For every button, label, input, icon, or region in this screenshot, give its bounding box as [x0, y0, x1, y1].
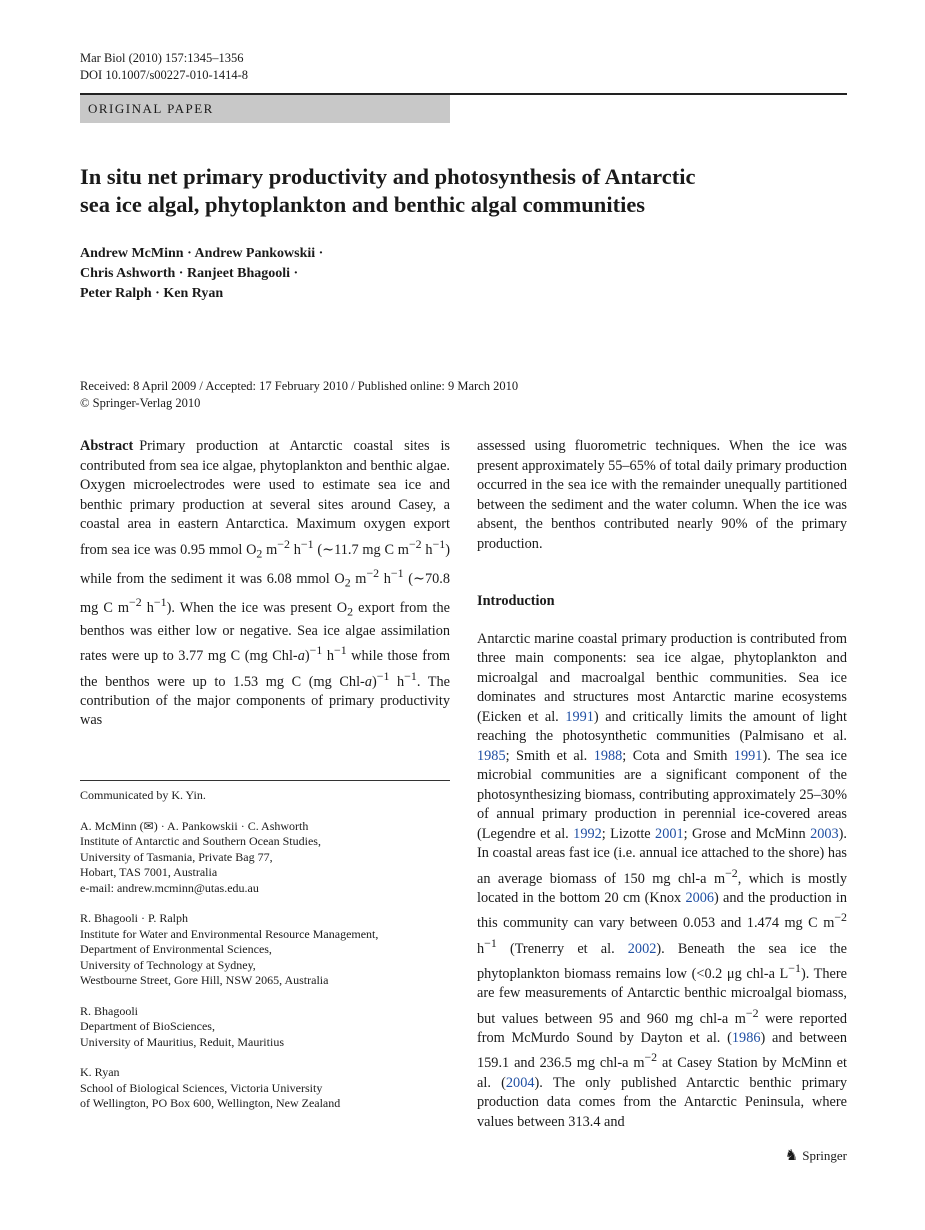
intro-text: at Casey Station by McMinn et al. ( [477, 1055, 847, 1091]
affiliation-line: University of Mauritius, Reduit, Mauritius [80, 1034, 284, 1049]
email-line[interactable]: e-mail: andrew.mcminn@utas.edu.au [80, 880, 259, 895]
citation-link[interactable]: 1986 [731, 1029, 761, 1046]
introduction-paragraph: Antarctic marine coastal primary production is contributed from three main components: sea ice algae, phytoplankton and microalgal and macroalgal benthic communities. Sea ice dominates and structures most Antarctic marine ecosystems (Eicken et al. 1991) and critically limits the amount of light reaching the photosynthetic communities (Palmisano et al. 1985; Smith et al. 1988; Cota and Smith 1991). The sea ice microbial communities are a significant component of the photosynthesizing biomass, contributing approximately 25–30% of annual primary production in perennial ice-covered areas (Legendre et al. 1992; Lizotte 2001; Grose and McMinn 2003). In coastal areas fast ice (i.e. annual ice attached to the shore) has an average biomass of 150 mg chl-a $m^{-2}$, which is mostly located in the bottom 20 cm (Knox 2006) and the production in this community can vary between 0.053 and 1.474 mg C $m^{-2}$ $h^{-1}$ (Trenerry et al. 2002). Beneath the sea ice the phytoplankton biomass remains low (<0.2 μg chl-a $L^{-1}$). There are few measurements of Antarctic benthic microalgal biomass, but values between 95 and 960 mg chl-a $m^{-2}$ were reported from McMurdo Sound by Dayton et al. (1986) and between 159.1 and 236.5 mg chl-a $m^{-2}$ at Casey Station by McMinn et al. (2004). The only published Antarctic benthic primary production data comes from the Antarctic Peninsula, where values between 313.4 and [477, 630, 848, 1130]
affiliations [80, 788, 450, 1127]
affiliation-line: Institute of Antarctic and Southern Ocean Studies, [80, 834, 321, 848]
author-line: Andrew McMinn · Andrew Pankowskii · [80, 246, 324, 261]
abstract-left-column [80, 437, 450, 731]
intro-text: ). The only published Antarctic benthic primary production data comes from the Antarctic Peninsula, where values between 313.4 and [477, 1074, 848, 1130]
abstract-text: while from the sediment it was 6.08 mmol O [80, 570, 345, 587]
citation-link[interactable]: 1985 [477, 747, 506, 764]
affiliation-line: Hobart, TAS 7001, Australia [80, 865, 218, 879]
citation-link[interactable]: 1992 [573, 825, 602, 842]
intro-text: ). In coastal areas fast ice (i.e. annual ice attached to the shore) has an average biomass of 150 mg chl-a m [477, 825, 847, 887]
affiliation-line: Institute for Water and Environmental Resource Management, [80, 926, 379, 941]
intro-text: were reported from McMurdo Sound by Dayton et al. ( [477, 1010, 847, 1046]
abstract-label: Abstract [80, 438, 134, 454]
introduction-heading: Introduction [477, 593, 555, 609]
citation-link[interactable]: 2001 [655, 825, 684, 842]
intro-text: ) and the production in this community can vary between 0.053 and 1.474 mg C m [477, 889, 847, 932]
citation-link[interactable]: 1988 [593, 747, 623, 764]
author-line: Chris Ashworth · Ranjeet Bhagooli · [80, 266, 299, 281]
abstract-text: export from the benthos was either low or negative. Sea ice algae assimilation rates were up to 3.77 mg C (mg Chl- [80, 599, 450, 665]
abstract-text: . The contribution of the major components of primary productivity was [80, 673, 450, 729]
citation-link[interactable]: 2002 [627, 940, 657, 957]
intro-text: ; Smith et al. [505, 747, 594, 764]
citation-link[interactable]: 2003 [810, 825, 839, 842]
affiliation-line: School of Biological Sciences, Victoria University [80, 1080, 323, 1095]
abstract-text: Primary production at Antarctic coastal sites is contributed from sea ice algae, phytoplankton and benthic algae. Oxygen microelectrodes were used to estimate sea ice and benthic primary production at several sites around Casey, a coastal area in eastern Antarctica. Maximum oxygen export from sea ice was 0.95 mmol O [80, 438, 450, 558]
affiliation-line: University of Tasmania, Private Bag 77, [80, 849, 273, 864]
affiliation-block [80, 819, 450, 897]
title-line: sea ice algal, phytoplankton and benthic algal communities [80, 192, 646, 217]
intro-text: ; Lizotte [601, 825, 656, 842]
copyright-line: © Springer-Verlag 2010 [80, 396, 201, 410]
author-list [80, 244, 580, 304]
communicated-by: Communicated by K. Yin. [80, 788, 206, 802]
citation-link[interactable]: 2006 [685, 889, 715, 906]
abstract-text: ). When the ice was present O [166, 599, 348, 616]
paper-title [80, 163, 840, 219]
intro-text: ; Grose and McMinn [683, 825, 811, 842]
affiliation-line: A. McMinn (✉) · A. Pankowskii · C. Ashworth [80, 818, 309, 833]
journal-line: Mar Biol (2010) 157:1345–1356 [80, 51, 244, 65]
intro-text: ) and between 159.1 and 236.5 mg chl-a m [477, 1029, 848, 1072]
affiliation-line: Westbourne Street, Gore Hill, NSW 2065, Australia [80, 973, 329, 987]
publisher-logo [785, 1146, 847, 1165]
title-line: In situ net primary productivity and photosynthesis of Antarctic [80, 164, 696, 189]
intro-text: ). There are few measurements of Antarctic benthic microalgal biomass, but values between 95 and 960 mg chl-a m [477, 965, 847, 1027]
affiliation-line: of Wellington, PO Box 600, Wellington, New Zealand [80, 1096, 341, 1110]
intro-text: Antarctic marine coastal primary production is contributed from three main components: sea ice algae, phytoplankton and microalgal and macroalgal benthic communities. Sea ice dominates and structures most Antarctic marine ecosystems (Eicken et al. [477, 630, 847, 725]
journal-citation [80, 50, 248, 84]
intro-text: ). The sea ice microbial communities are a significant component of the photosynthesizing biomass, contributing approximately 25–30% of annual primary production in perennial ice-covered areas (Legendre et al. [477, 747, 847, 842]
publication-history [80, 378, 780, 412]
abstract-text: while those from the benthos were up to 1.53 mg C (mg Chl- [80, 648, 450, 690]
doi-line: DOI 10.1007/s00227-010-1414-8 [80, 68, 249, 82]
affiliation-line: Department of BioSciences, [80, 1019, 215, 1033]
springer-horse-icon: ♞ [784, 1148, 799, 1164]
footnote-rule [80, 780, 450, 781]
publisher-name: Springer [802, 1147, 847, 1163]
citation-link[interactable]: 1991 [733, 747, 763, 764]
section-band [80, 95, 450, 123]
intro-text: ). Beneath the sea ice the phytoplankton biomass remains low (<0.2 μg chl-a L [477, 940, 847, 982]
abstract-continued: assessed using fluorometric techniques. When the ice was present approximately 55–65% of total daily primary production occurred in the sea ice with the remainder unequally partitioned between the sediment and the water column. When the ice was absent, the benthos contributed nearly 90% of the primary production. [477, 438, 847, 552]
author-line: Peter Ralph · Ken Ryan [80, 286, 224, 301]
affiliation-block [80, 1004, 450, 1051]
section-label: ORIGINAL PAPER [88, 101, 214, 116]
intro-text: ; Cota and Smith [622, 747, 734, 764]
affiliation-line: R. Bhagooli · P. Ralph [80, 911, 189, 925]
affiliation-block [80, 1065, 450, 1112]
affiliation-line: Department of Environmental Sciences, [80, 942, 272, 956]
affiliation-block [80, 911, 450, 989]
intro-text: ) and critically limits the amount of light reaching the photosynthetic communities (Palmisano et al. [477, 708, 847, 744]
intro-text: (Trenerry et al. [496, 940, 628, 957]
right-column [477, 437, 847, 1132]
citation-link[interactable]: 1991 [565, 708, 594, 725]
abstract-paragraph: Abstract Primary production at Antarctic coastal sites is contributed from sea ice algae, phytoplankton and benthic algae. Oxygen microelectrodes were used to estimate sea ice and benthic primary production at several sites around Casey, a coastal area in eastern Antarctica. Maximum oxygen export from sea ice was 0.95 mmol $O_2$ $m^{-2}$ $h^{-1}$ (∼11.7 mg C $m^{-2}$ $h^{-1}$) while from the sediment it was 6.08 mmol $O_2$ $m^{-2}$ $h^{-1}$ (∼70.8 mg C $m^{-2}$ $h^{-1}$). When the ice was present $O_2$ export from the benthos was either low or negative. Sea ice algae assimilation rates were up to 3.77 mg C (mg Chl-a)$^{-1}$ $h^{-1}$ while those from the benthos were up to 1.53 mg C (mg Chl-a)$^{-1}$ $h^{-1}$. The contribution of the major components of primary productivity was [80, 438, 450, 729]
citation-link[interactable]: 2004 [505, 1074, 535, 1091]
affiliation-line: K. Ryan [80, 1065, 120, 1079]
affiliation-line: University of Technology at Sydney, [80, 957, 256, 972]
intro-text: , which is mostly located in the bottom 20 cm (Knox [477, 870, 847, 906]
dates-line: Received: 8 April 2009 / Accepted: 17 February 2010 / Published online: 9 March 2010 [80, 379, 519, 393]
affiliation-line: R. Bhagooli [80, 1003, 139, 1018]
